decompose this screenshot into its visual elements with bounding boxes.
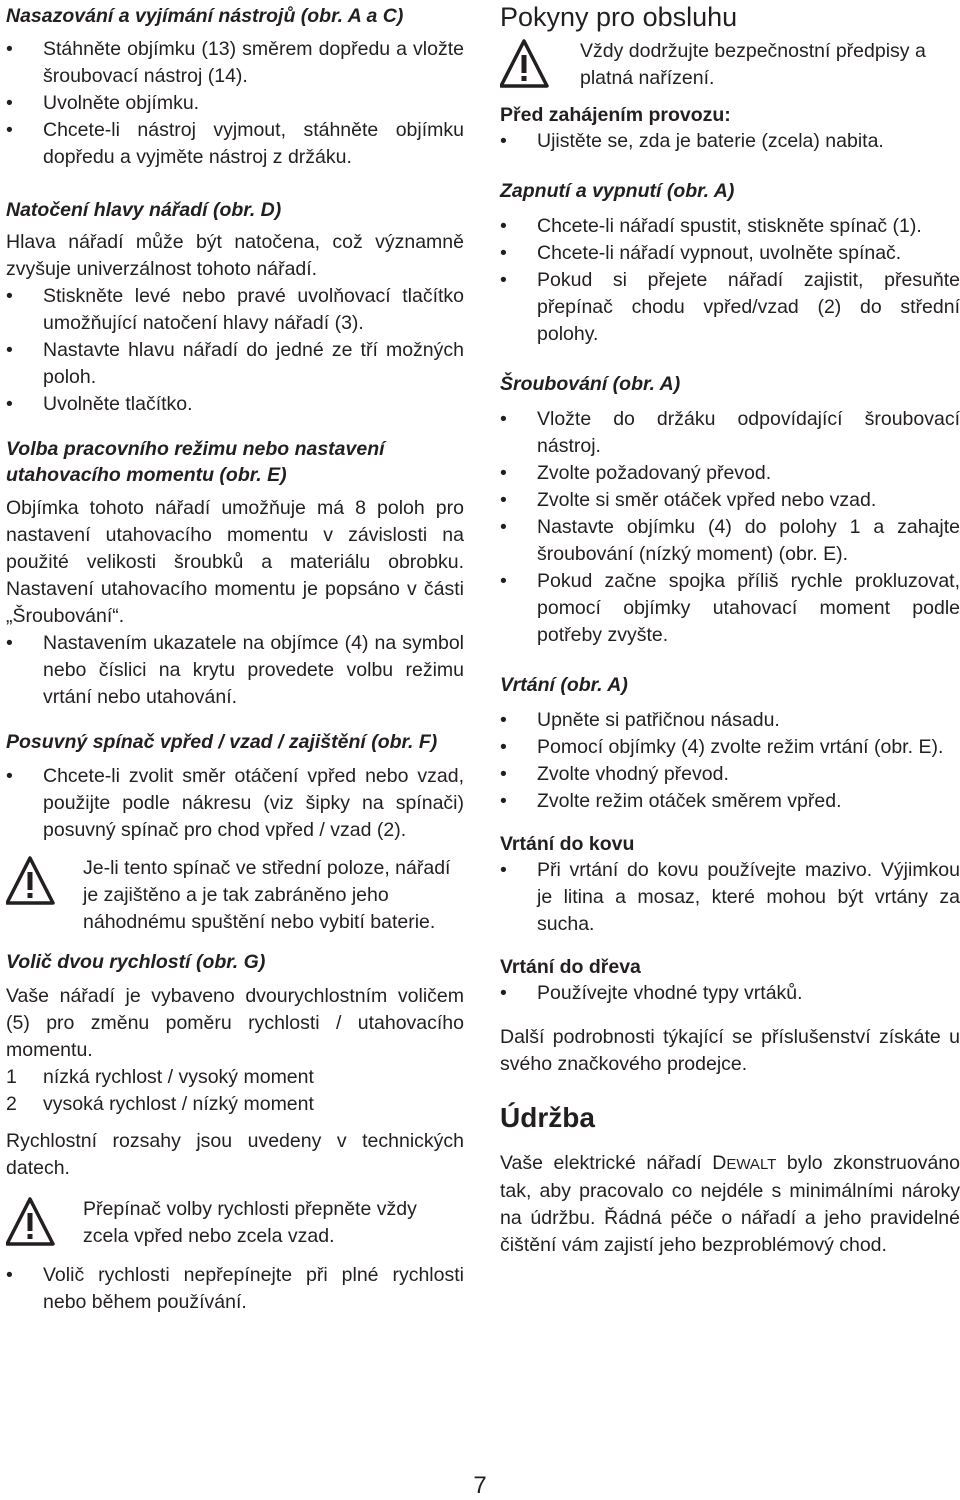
list-item: • Chcete-li nářadí spustit, stiskněte spínač (1). [500, 213, 960, 240]
maintenance-text-start: Vaše elektrické nářadí D [500, 1152, 727, 1174]
warning-box [6, 855, 464, 936]
before-operation-list [500, 128, 960, 155]
list-item: • Chcete-li nářadí vypnout, uvolněte spínač. [500, 240, 960, 267]
section-title-maintenance: Údržba [500, 1102, 595, 1133]
list-item: • Volič rychlosti nepřepínejte při plné rychlosti nebo během používání. [6, 1262, 464, 1316]
tool-insertion-list [6, 36, 464, 171]
section-title-work-mode: Volba pracovního režimu nebo nastavení utahovacího momentu (obr. E) [6, 438, 385, 486]
metal-drilling-list [500, 857, 960, 938]
numbered-item [6, 1064, 464, 1091]
section-title-screwdriving: Šroubování (obr. A) [500, 373, 681, 395]
list-item: • Používejte vhodné typy vrtáků. [500, 980, 960, 1007]
list-item: • Zvolte si směr otáček vpřed nebo vzad. [500, 487, 960, 514]
speed-ranges-paragraph: Rychlostní rozsahy jsou uvedeny v technických datech. [6, 1130, 464, 1179]
section-title-metal-drilling: Vrtání do kovu [500, 833, 635, 855]
list-item: • Uvolněte objímku. [6, 90, 464, 117]
page-number: 7 [473, 1472, 487, 1499]
brand-name: EWALT [726, 1156, 777, 1173]
on-off-list [500, 213, 960, 348]
head-rotation-paragraph: Hlava nářadí může být natočena, což významně zvyšuje univerzálnost tohoto nářadí. [6, 231, 464, 280]
section-title-before-operation: Před zahájením provozu: [500, 104, 731, 126]
section-title-wood-drilling: Vrtání do dřeva [500, 956, 641, 978]
list-item: • Vložte do držáku odpovídající šroubovací nástroj. [500, 406, 960, 460]
list-item: • Uvolněte tlačítko. [6, 391, 464, 418]
maintenance-text-end: bylo zkonstruováno tak, aby pracovalo co nejdéle s minimálními nároky na údržbu. Řádná péče o nářadí a jeho pravidelné čištění vám zajistí jeho bezproblémový chod. [500, 1152, 960, 1256]
work-mode-list [6, 630, 464, 711]
speed-selector-list [6, 1262, 464, 1316]
warning-icon [6, 1196, 64, 1248]
item-text: nízká rychlost / vysoký moment [43, 1066, 314, 1088]
section-title-speed-selector: Volič dvou rychlostí (obr. G) [6, 951, 266, 973]
wood-drilling-list [500, 980, 960, 1007]
item-text: vysoká rychlost / nízký moment [43, 1093, 314, 1115]
list-item: • Nastavením ukazatele na objímce (4) na symbol nebo číslici na krytu provedete volbu režimu vrtání nebo utahování. [6, 630, 464, 711]
list-item: • Při vrtání do kovu používejte mazivo. Výjimkou je litina a mosaz, které mohou být vrtány za sucha. [500, 857, 960, 938]
right-column [500, 0, 960, 1259]
speed-selector-paragraph: Vaše nářadí je vybaveno dvourychlostním voličem (5) pro změnu poměru rychlosti / utahovacího momentu. [6, 985, 464, 1061]
warning-text: Vždy dodržujte bezpečnostní předpisy a platná nařízení. [580, 40, 926, 89]
warning-box [6, 1196, 464, 1250]
drilling-list [500, 707, 960, 815]
work-mode-paragraph: Objímka tohoto nářadí umožňuje má 8 poloh pro nastavení utahovacího momentu v závislosti na použité velikosti šroubků a materiálu obrobku. Nastavení utahovacího momentu je popsáno v části „Šroubování“. [6, 497, 464, 627]
list-item: • Stiskněte levé nebo pravé uvolňovací tlačítko umožňující natočení hlavy nářadí (3). [6, 283, 464, 337]
section-title-tool-insertion: Nasazování a vyjímání nástrojů (obr. A a C) [6, 5, 404, 27]
section-title-direction-switch: Posuvný spínač vpřed / vzad / zajištění (obr. F) [6, 731, 438, 753]
list-item: • Pomocí objímky (4) zvolte režim vrtání (obr. E). [500, 734, 960, 761]
list-item: • Zvolte požadovaný převod. [500, 460, 960, 487]
list-item: • Stáhněte objímku (13) směrem dopředu a vložte šroubovací nástroj (14). [6, 36, 464, 90]
maintenance-paragraph [500, 1150, 960, 1259]
list-item: • Pokud si přejete nářadí zajistit, přesuňte přepínač chodu vpřed/vzad (2) do střední polohy. [500, 267, 960, 348]
accessories-paragraph: Další podrobnosti týkající se příslušenství získáte u svého značkového prodejce. [500, 1026, 960, 1075]
item-number: 2 [6, 1093, 17, 1115]
warning-text: Přepínač volby rychlosti přepněte vždy zcela vpřed nebo zcela vzad. [83, 1198, 417, 1247]
left-column [6, 0, 464, 1316]
list-item: • Zvolte režim otáček směrem vpřed. [500, 788, 960, 815]
list-item: • Zvolte vhodný převod. [500, 761, 960, 788]
head-rotation-list [6, 283, 464, 418]
warning-icon [500, 38, 558, 90]
section-title-drilling: Vrtání (obr. A) [500, 674, 628, 696]
section-title-on-off: Zapnutí a vypnutí (obr. A) [500, 180, 735, 202]
list-item: • Nastavte objímku (4) do polohy 1 a zahajte šroubování (nízký moment) (obr. E). [500, 514, 960, 568]
warning-icon [6, 855, 64, 907]
numbered-item [6, 1091, 464, 1118]
list-item: • Chcete-li zvolit směr otáčení vpřed nebo vzad, použijte podle nákresu (viz šipky na spínači) posuvný spínač pro chod vpřed / vzad (2). [6, 763, 464, 844]
item-number: 1 [6, 1066, 17, 1088]
list-item: • Upněte si patřičnou násadu. [500, 707, 960, 734]
list-item: • Nastavte hlavu nářadí do jedné ze tří možných poloh. [6, 337, 464, 391]
direction-switch-list [6, 763, 464, 844]
list-item: • Ujistěte se, zda je baterie (zcela) nabita. [500, 128, 960, 155]
section-title-operating-instructions: Pokyny pro obsluhu [500, 2, 738, 32]
section-title-head-rotation: Natočení hlavy nářadí (obr. D) [6, 199, 282, 221]
warning-text: Je-li tento spínač ve střední poloze, nářadí je zajištěno a je tak zabráněno jeho náhodnému spuštění nebo vybití baterie. [83, 857, 451, 933]
screwdriving-list [500, 406, 960, 649]
list-item: • Pokud začne spojka příliš rychle prokluzovat, pomocí objímky utahovací moment podle potřeby zvyšte. [500, 568, 960, 649]
warning-box [500, 38, 960, 92]
list-item: • Chcete-li nástroj vyjmout, stáhněte objímku dopředu a vyjměte nástroj z držáku. [6, 117, 464, 171]
